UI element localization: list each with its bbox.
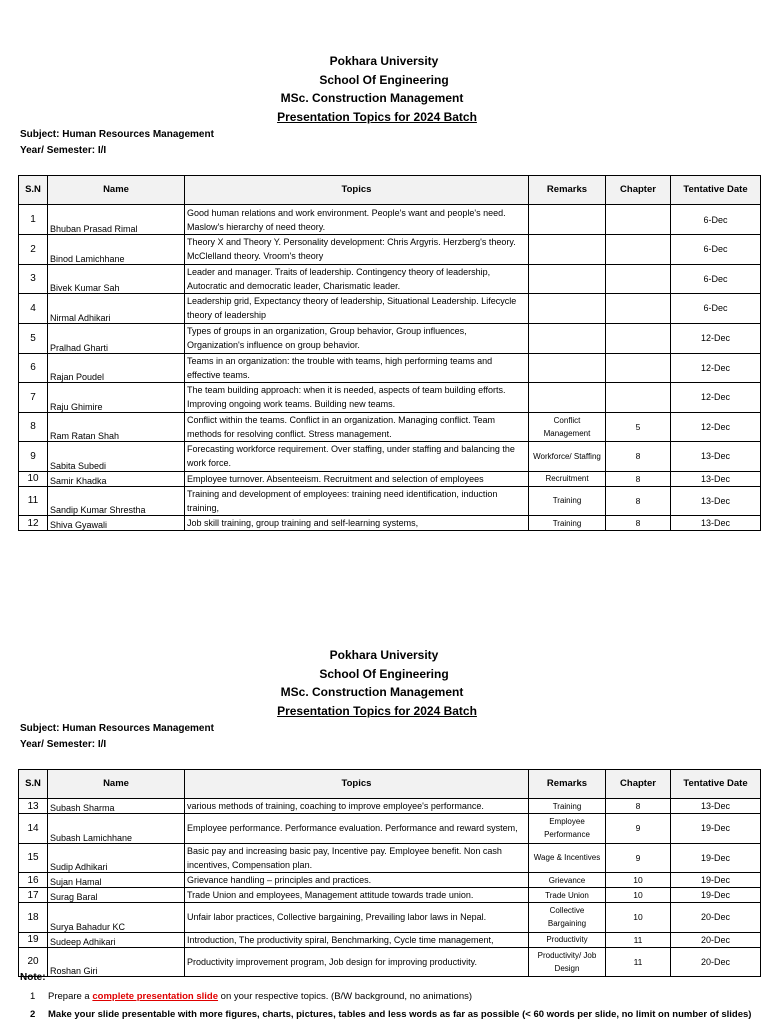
cell-date: 19-Dec [671,873,761,888]
cell-name: Roshan Giri [48,947,185,977]
cell-date: 12-Dec [671,383,761,413]
university-name: Pokhara University [329,648,439,662]
cell-chapter [606,323,671,353]
cell-topic: Employee turnover. Absenteeism. Recruitment and selection of employees [185,471,529,486]
cell-remarks: Collective Bargaining [529,903,606,933]
cell-sn: 19 [19,932,48,947]
cell-chapter [606,383,671,413]
note-item-1 [30,991,472,1002]
cell-topic: Good human relations and work environment. People's want and people's need. Maslow's hierarchy of need theory. [185,205,529,235]
cell-remarks: Recruitment [529,471,606,486]
note-number: 2 [30,1009,36,1020]
university-name: Pokhara University [329,54,439,68]
cell-remarks: Workforce/ Staffing [529,442,606,472]
note-item-2 [30,1009,751,1020]
cell-date: 13-Dec [671,471,761,486]
table-row [19,383,761,413]
cell-name: Pralhad Gharti [48,323,185,353]
table-row [19,814,761,844]
cell-date: 12-Dec [671,412,761,442]
cell-chapter: 8 [606,471,671,486]
cell-topic: Job skill training, group training and self-learning systems, [185,516,529,531]
cell-date: 19-Dec [671,888,761,903]
cell-topic: Training and development of employees: training need identification, induction training, [185,486,529,516]
cell-name: Sabita Subedi [48,442,185,472]
cell-remarks: Training [529,516,606,531]
cell-remarks: Employee Performance [529,814,606,844]
cell-remarks [529,383,606,413]
cell-remarks [529,353,606,383]
school-name: School Of Engineering [319,72,449,87]
note-text: on your respective topics. (B/W background, no animations) [218,991,473,1002]
col-header-sn: S.N [19,770,48,799]
table-row [19,235,761,265]
cell-remarks: Training [529,486,606,516]
col-header-date: Tentative Date [671,176,761,205]
cell-remarks: Trade Union [529,888,606,903]
cell-remarks: Productivity [529,932,606,947]
document-title: Presentation Topics for 2024 Batch [277,703,477,718]
cell-name: Sudip Adhikari [48,843,185,873]
cell-topic: Theory X and Theory Y. Personality development: Chris Argyris. Herzberg's theory. McClelland theory. Vroom's theory [185,235,529,265]
cell-topic: various methods of training, coaching to improve employee's performance. [185,799,529,814]
cell-date: 6-Dec [671,264,761,294]
cell-sn: 4 [19,294,48,324]
program-name: MSc. Construction Management [280,91,464,105]
meta-block-2 [20,721,214,753]
topics-table-2 [18,769,761,977]
cell-chapter [606,353,671,383]
cell-sn: 13 [19,799,48,814]
cell-remarks [529,323,606,353]
cell-topic: Teams in an organization: the trouble with teams, high performing teams and effective teams. [185,353,529,383]
table-header-row [19,770,761,799]
cell-sn: 15 [19,843,48,873]
cell-chapter [606,264,671,294]
cell-topic: Grievance handling – principles and practices. [185,873,529,888]
cell-name: Subash Lamichhane [48,814,185,844]
col-header-chapter: Chapter [606,770,671,799]
cell-chapter: 9 [606,814,671,844]
cell-sn: 1 [19,205,48,235]
cell-topic: Employee performance. Performance evaluation. Performance and reward system, [185,814,529,844]
subject-label: Subject: Human Resources Management [20,723,214,734]
school-name: School Of Engineering [319,666,449,681]
col-header-sn: S.N [19,176,48,205]
cell-sn: 2 [19,235,48,265]
table-row [19,442,761,472]
note-text: Make your slide presentable with more figures, charts, pictures, tables and less words as far as possible (< 60 words per slide, no limit on number of slides) [48,1009,752,1020]
cell-chapter: 8 [606,516,671,531]
cell-sn: 7 [19,383,48,413]
cell-chapter: 11 [606,947,671,977]
table-row [19,799,761,814]
table-row [19,294,761,324]
cell-remarks [529,264,606,294]
cell-name: Sudeep Adhikari [48,932,185,947]
cell-date: 13-Dec [671,799,761,814]
cell-name: Surag Baral [48,888,185,903]
col-header-name: Name [48,176,185,205]
table-row [19,843,761,873]
cell-sn: 14 [19,814,48,844]
cell-sn: 12 [19,516,48,531]
cell-chapter: 8 [606,799,671,814]
subject-label: Subject: Human Resources Management [20,129,214,140]
year-semester-label: Year/ Semester: I/I [20,739,107,750]
col-header-chapter: Chapter [606,176,671,205]
cell-chapter: 8 [606,486,671,516]
cell-topic: Leader and manager. Traits of leadership. Contingency theory of leadership, Autocratic and democratic leader, Charismatic leader. [185,264,529,294]
program-name: MSc. Construction Management [280,685,464,699]
cell-sn: 6 [19,353,48,383]
cell-name: Surya Bahadur KC [48,903,185,933]
cell-chapter [606,294,671,324]
cell-sn: 10 [19,471,48,486]
cell-date: 6-Dec [671,205,761,235]
cell-remarks: Wage & Incentives [529,843,606,873]
cell-name: Subash Sharma [48,799,185,814]
col-header-name: Name [48,770,185,799]
year-semester-label: Year/ Semester: I/I [20,145,107,156]
cell-chapter: 11 [606,932,671,947]
meta-block-1 [20,127,214,159]
cell-sn: 17 [19,888,48,903]
cell-remarks: Training [529,799,606,814]
table-row [19,932,761,947]
cell-chapter: 10 [606,873,671,888]
table-header-row [19,176,761,205]
table-row [19,873,761,888]
cell-name: Bivek Kumar Sah [48,264,185,294]
cell-date: 6-Dec [671,235,761,265]
cell-date: 20-Dec [671,947,761,977]
cell-topic: Productivity improvement program, Job design for improving productivity. [185,947,529,977]
cell-date: 19-Dec [671,814,761,844]
document-title: Presentation Topics for 2024 Batch [277,109,477,124]
table-row [19,323,761,353]
table-row [19,353,761,383]
cell-topic: Leadership grid, Expectancy theory of leadership, Situational Leadership. Lifecycle theory of leadership [185,294,529,324]
cell-date: 12-Dec [671,353,761,383]
table-row [19,264,761,294]
cell-date: 12-Dec [671,323,761,353]
cell-topic: Conflict within the teams. Conflict in an organization. Managing conflict. Team methods for resolving conflict. Stress management. [185,412,529,442]
cell-topic: Unfair labor practices, Collective bargaining, Prevailing labor laws in Nepal. [185,903,529,933]
page-header-2 [0,646,768,720]
cell-sn: 9 [19,442,48,472]
cell-name: Binod Lamichhane [48,235,185,265]
cell-topic: Trade Union and employees, Management attitude towards trade union. [185,888,529,903]
cell-date: 13-Dec [671,442,761,472]
cell-remarks: Grievance [529,873,606,888]
cell-name: Raju Ghimire [48,383,185,413]
cell-chapter: 10 [606,888,671,903]
cell-date: 20-Dec [671,932,761,947]
table-row [19,903,761,933]
cell-sn: 8 [19,412,48,442]
cell-sn: 5 [19,323,48,353]
cell-sn: 16 [19,873,48,888]
cell-chapter: 8 [606,442,671,472]
cell-remarks [529,294,606,324]
table-row [19,947,761,977]
cell-name: Sujan Hamal [48,873,185,888]
cell-topic: Basic pay and increasing basic pay, Incentive pay. Employee benefit. Non cash incentives, Compensation plan. [185,843,529,873]
cell-remarks: Productivity/ Job Design [529,947,606,977]
note-text: Prepare a [48,991,93,1002]
table-row [19,471,761,486]
col-header-topics: Topics [185,176,529,205]
cell-sn: 20 [19,947,48,977]
cell-chapter [606,235,671,265]
cell-remarks [529,235,606,265]
cell-topic: Types of groups in an organization, Group behavior, Group influences, Organization's influence on group behavior. [185,323,529,353]
cell-name: Shiva Gyawali [48,516,185,531]
cell-name: Rajan Poudel [48,353,185,383]
col-header-topics: Topics [185,770,529,799]
cell-sn: 3 [19,264,48,294]
cell-sn: 11 [19,486,48,516]
col-header-remarks: Remarks [529,770,606,799]
cell-chapter: 5 [606,412,671,442]
col-header-remarks: Remarks [529,176,606,205]
cell-remarks: Conflict Management [529,412,606,442]
cell-topic: Forecasting workforce requirement. Over staffing, under staffing and balancing the work force. [185,442,529,472]
topics-table-1 [18,175,761,531]
notes-label: Note: [20,972,46,983]
cell-name: Sandip Kumar Shrestha [48,486,185,516]
cell-remarks [529,205,606,235]
cell-date: 20-Dec [671,903,761,933]
cell-name: Nirmal Adhikari [48,294,185,324]
cell-date: 6-Dec [671,294,761,324]
table-row [19,205,761,235]
cell-date: 19-Dec [671,843,761,873]
cell-chapter [606,205,671,235]
col-header-date: Tentative Date [671,770,761,799]
cell-topic: The team building approach: when it is needed, aspects of team building efforts. Improving ongoing work teams. Building new teams. [185,383,529,413]
table-row [19,888,761,903]
cell-chapter: 9 [606,843,671,873]
page-header-1 [0,52,768,126]
cell-topic: Introduction, The productivity spiral, Benchmarking, Cycle time management, [185,932,529,947]
cell-date: 13-Dec [671,516,761,531]
cell-name: Ram Ratan Shah [48,412,185,442]
cell-chapter: 10 [606,903,671,933]
cell-name: Bhuban Prasad Rimal [48,205,185,235]
table-row [19,486,761,516]
cell-sn: 18 [19,903,48,933]
table-row [19,516,761,531]
cell-name: Samir Khadka [48,471,185,486]
cell-date: 13-Dec [671,486,761,516]
note-number: 1 [30,991,36,1002]
table-row [19,412,761,442]
note-highlight: complete presentation slide [92,991,219,1002]
